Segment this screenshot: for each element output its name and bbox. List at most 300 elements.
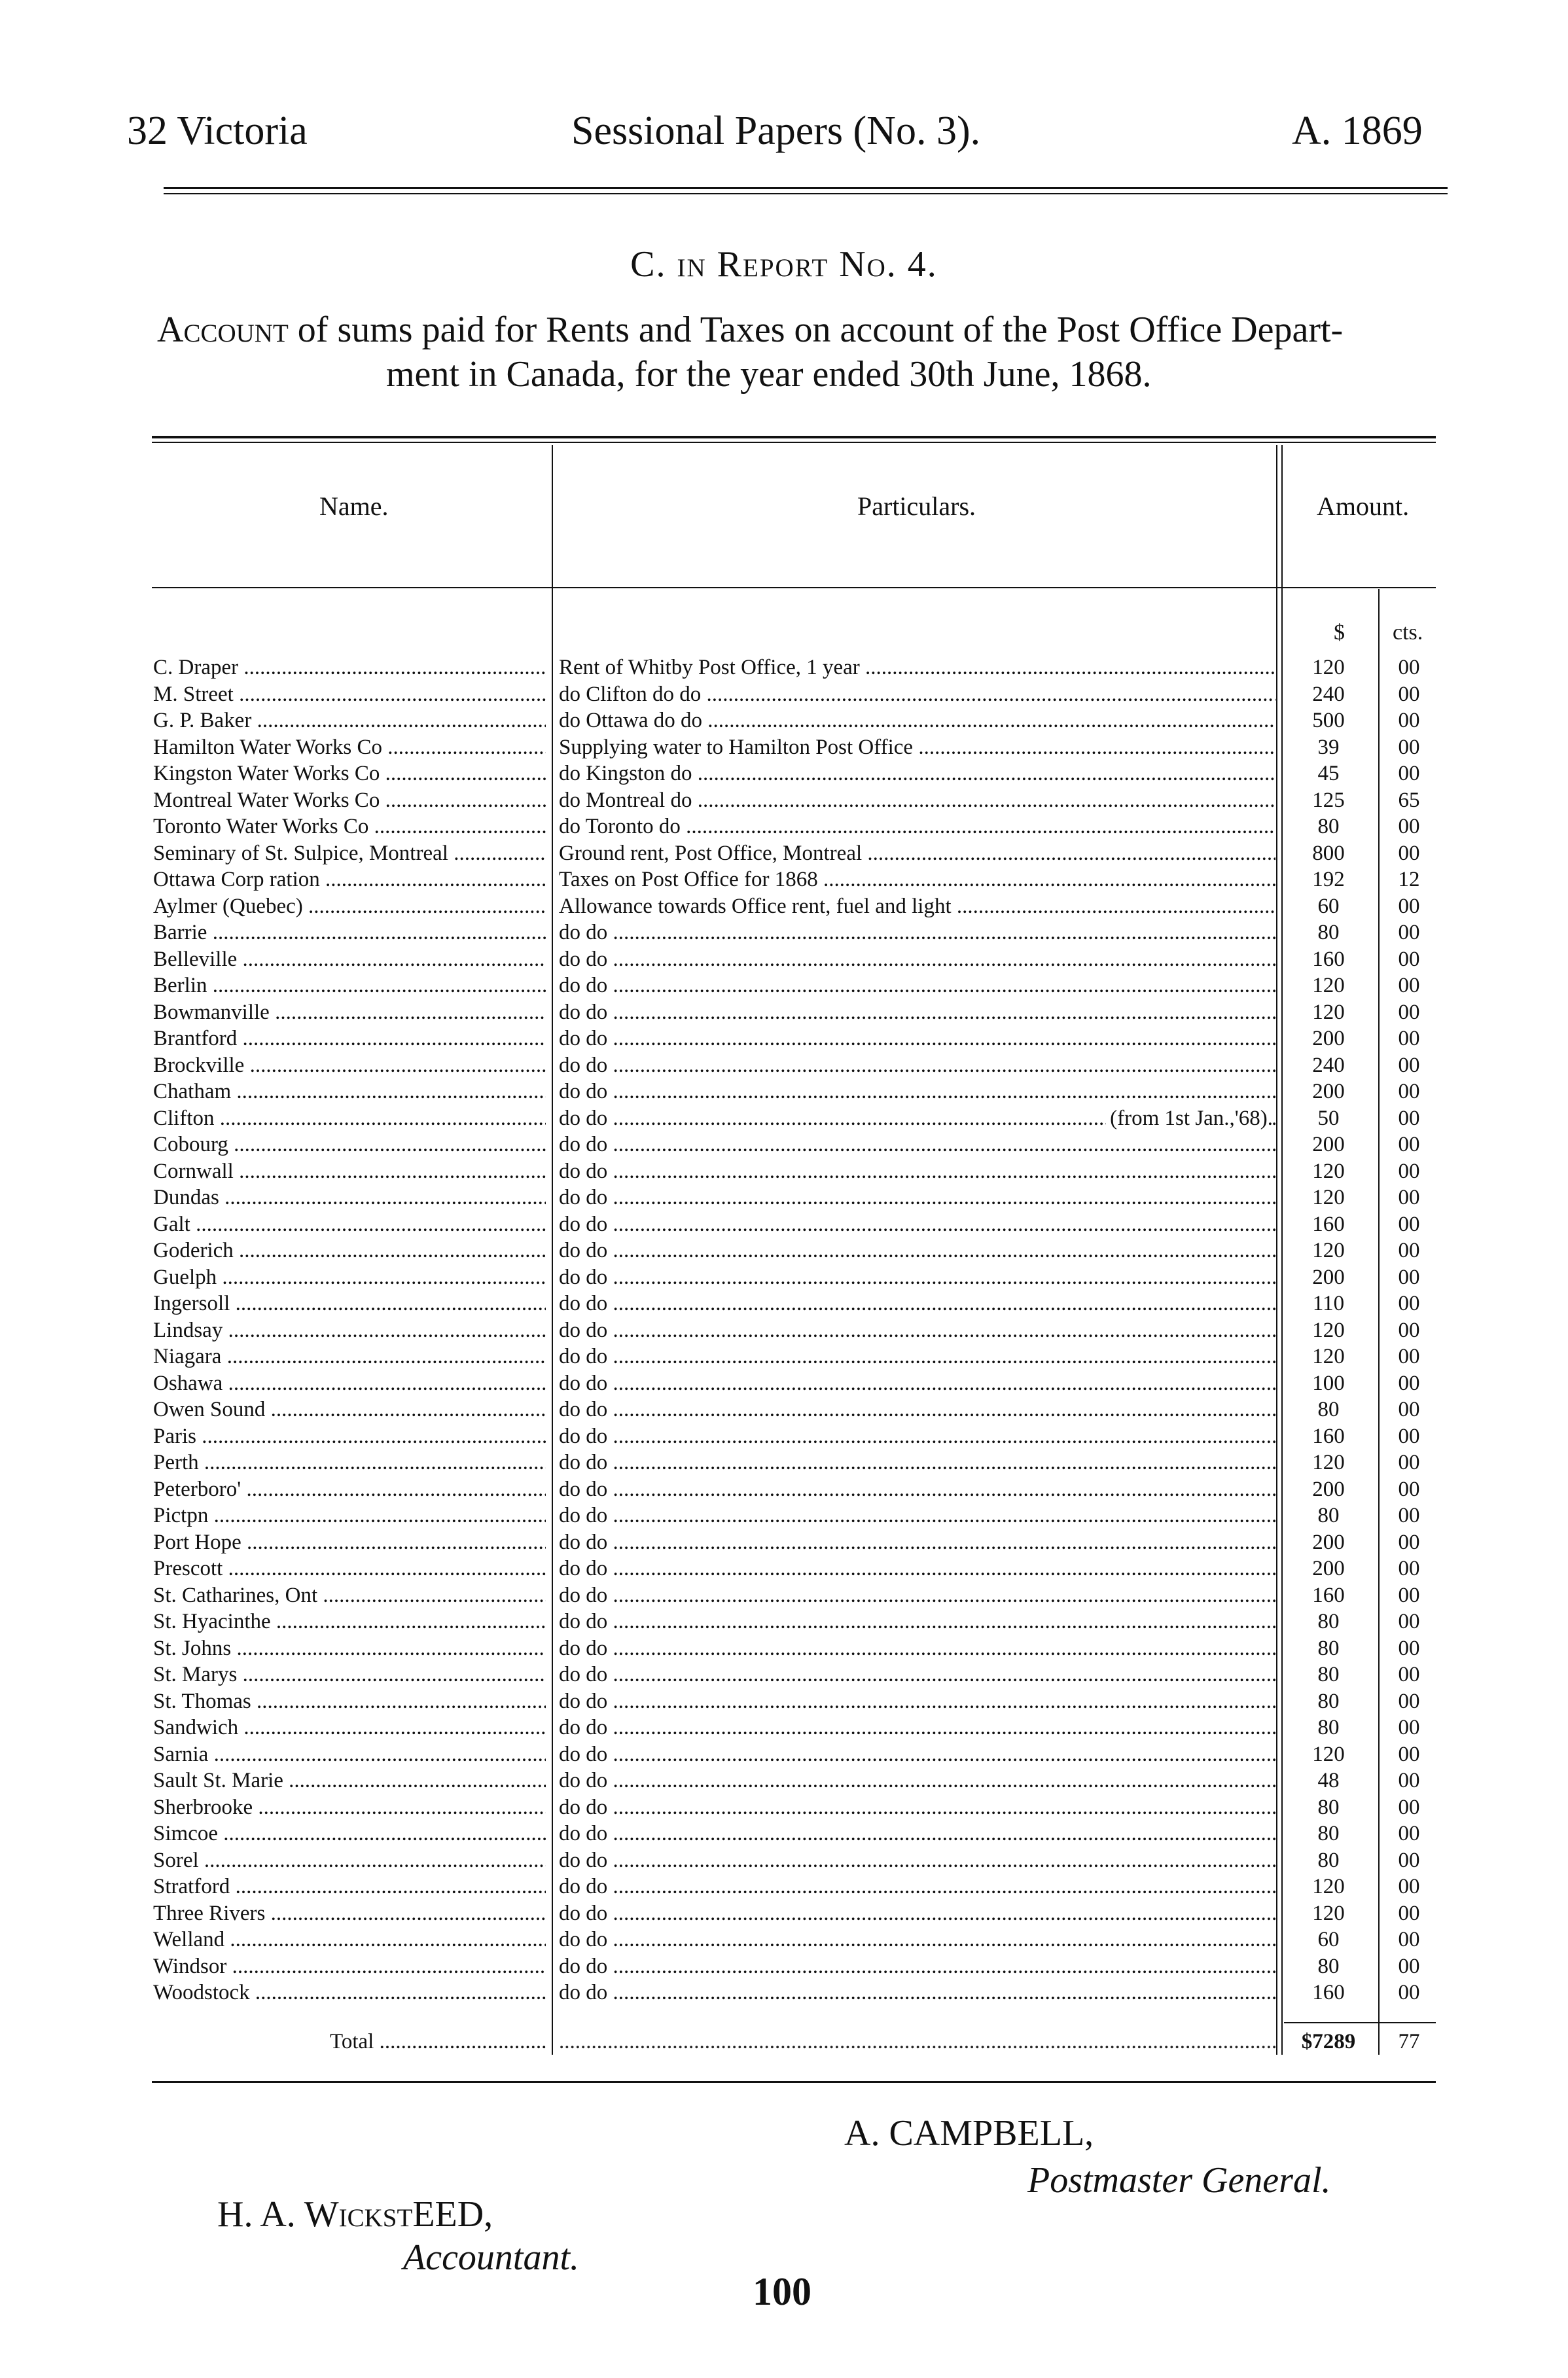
table-row xyxy=(0,1979,1568,2006)
table-row xyxy=(0,734,1568,761)
row-cents: 00 xyxy=(1398,1186,1420,1209)
row-particulars-text: Rent of Whitby Post Office, 1 year xyxy=(559,656,860,679)
row-name xyxy=(153,1608,546,1635)
row-name-text: Ingersoll xyxy=(153,1292,230,1315)
row-dollars: 240 xyxy=(1312,682,1345,706)
table-rule-top xyxy=(152,436,1436,438)
row-particulars xyxy=(559,1290,1275,1317)
row-cents: 00 xyxy=(1398,1504,1420,1527)
row-name-text: St. Catharines, Ont xyxy=(153,1583,318,1607)
row-dollars: 200 xyxy=(1312,1530,1345,1554)
row-dollars: 80 xyxy=(1317,1822,1340,1845)
row-name-text: Berlin xyxy=(153,974,207,997)
row-name xyxy=(153,1449,546,1476)
row-particulars-text: do do xyxy=(559,947,608,971)
column-subheader-dollars: $ xyxy=(1334,620,1345,645)
table-row xyxy=(0,681,1568,708)
row-name xyxy=(153,1025,546,1052)
row-name xyxy=(153,1237,546,1264)
row-dollars: 200 xyxy=(1312,1557,1345,1580)
row-cents: 65 xyxy=(1398,788,1420,812)
row-cents: 00 xyxy=(1398,1159,1420,1183)
row-dollars: 80 xyxy=(1317,1504,1340,1527)
table-row xyxy=(0,1502,1568,1529)
row-cents: 00 xyxy=(1398,1716,1420,1739)
row-particulars-text: do do xyxy=(559,921,608,944)
row-name xyxy=(153,1555,546,1582)
row-dollars: 80 xyxy=(1317,1689,1340,1713)
row-cents: 00 xyxy=(1398,1027,1420,1050)
row-dollars: 200 xyxy=(1312,1265,1345,1289)
row-particulars-text: Taxes on Post Office for 1868 xyxy=(559,868,818,891)
row-dollars: 120 xyxy=(1312,1451,1345,1474)
row-particulars xyxy=(559,654,1275,681)
row-name-text: Peterboro' xyxy=(153,1477,241,1501)
row-name-text: Chatham xyxy=(153,1080,232,1103)
table-row xyxy=(0,1529,1568,1556)
row-cents: 00 xyxy=(1398,1530,1420,1554)
row-particulars xyxy=(559,760,1275,787)
row-name xyxy=(153,760,546,787)
row-cents: 00 xyxy=(1398,1318,1420,1342)
row-particulars-text: do Toronto do xyxy=(559,815,681,838)
row-dollars: 80 xyxy=(1317,921,1340,944)
row-cents: 00 xyxy=(1398,947,1420,971)
row-cents: 00 xyxy=(1398,1080,1420,1103)
row-dollars: 120 xyxy=(1312,974,1345,997)
row-particulars xyxy=(559,1396,1275,1423)
table-row xyxy=(0,1025,1568,1052)
table-row xyxy=(0,1264,1568,1291)
row-particulars xyxy=(559,866,1275,893)
total-leader xyxy=(559,2029,1275,2055)
table-row xyxy=(0,1211,1568,1238)
row-particulars-text: do do xyxy=(559,1742,608,1766)
row-particulars xyxy=(559,1502,1275,1529)
row-name xyxy=(153,1979,546,2006)
row-dollars: 80 xyxy=(1317,1716,1340,1739)
row-particulars-text: do do xyxy=(559,1292,608,1315)
row-particulars-text: do Clifton do do xyxy=(559,682,702,706)
table-row xyxy=(0,972,1568,999)
row-name-text: Aylmer (Quebec) xyxy=(153,894,303,918)
row-name xyxy=(153,734,546,760)
row-name xyxy=(153,1476,546,1502)
header-center: Sessional Papers (No. 3). xyxy=(571,109,981,153)
row-name xyxy=(153,1820,546,1847)
signature-title-left: Accountant. xyxy=(403,2237,580,2278)
total-cents: 77 xyxy=(1398,2030,1420,2053)
title-lead: Account xyxy=(157,310,289,350)
total-rule xyxy=(1284,2022,1436,2023)
row-particulars-text: do do xyxy=(559,1822,608,1845)
row-cents: 00 xyxy=(1398,1795,1420,1819)
table-row xyxy=(0,1078,1568,1105)
signature-name-right: A. CAMPBELL, xyxy=(844,2113,1094,2154)
row-particulars-text: do do xyxy=(559,1424,608,1448)
row-cents: 00 xyxy=(1398,1742,1420,1766)
row-cents: 00 xyxy=(1398,1875,1420,1898)
row-name-text: Niagara xyxy=(153,1345,222,1368)
table-row xyxy=(0,1635,1568,1662)
column-header-amount: Amount. xyxy=(1317,491,1410,521)
row-cents: 00 xyxy=(1398,1451,1420,1474)
row-name xyxy=(153,1926,546,1953)
row-name-text: Cobourg xyxy=(153,1133,228,1156)
row-particulars xyxy=(559,1105,1275,1131)
signature-name-left: H. A. WickstEED, xyxy=(217,2194,493,2235)
row-name xyxy=(153,1317,546,1343)
row-particulars-text: Ground rent, Post Office, Montreal xyxy=(559,841,863,865)
row-particulars-text: do Kingston do xyxy=(559,762,692,785)
table-row xyxy=(0,707,1568,734)
row-cents: 00 xyxy=(1398,1663,1420,1686)
row-name-text: Seminary of St. Sulpice, Montreal xyxy=(153,841,448,865)
row-particulars xyxy=(559,1158,1275,1184)
row-particulars-text: do do xyxy=(559,1053,608,1077)
row-dollars: 110 xyxy=(1312,1292,1345,1315)
row-name xyxy=(153,1052,546,1078)
row-dollars: 120 xyxy=(1312,1901,1345,1925)
table-row xyxy=(0,893,1568,920)
row-particulars xyxy=(559,946,1275,972)
row-particulars xyxy=(559,1688,1275,1714)
row-particulars-text: do Ottawa do do xyxy=(559,709,703,732)
table-row xyxy=(0,840,1568,867)
table-row xyxy=(0,1052,1568,1079)
row-name-text: St. Hyacinthe xyxy=(153,1610,271,1633)
row-name-text: Belleville xyxy=(153,947,238,971)
row-name-text: St. Johns xyxy=(153,1636,232,1660)
table-row xyxy=(0,1555,1568,1582)
row-cents: 00 xyxy=(1398,1424,1420,1448)
table-rule-top-2 xyxy=(152,442,1436,443)
table-rule-bottom xyxy=(152,2081,1436,2083)
row-particulars xyxy=(559,1953,1275,1979)
row-name xyxy=(153,1184,546,1211)
row-name xyxy=(153,681,546,707)
row-dollars: 160 xyxy=(1312,1424,1345,1448)
row-name-text: St. Thomas xyxy=(153,1689,251,1713)
row-dollars: 120 xyxy=(1312,656,1345,679)
signature-title-right: Postmaster General. xyxy=(1027,2160,1331,2201)
table-row xyxy=(0,1343,1568,1370)
row-particulars-text: do do xyxy=(559,1610,608,1633)
title-line-2: ment in Canada, for the year ended 30th June, 1868. xyxy=(386,354,1152,395)
row-cents: 00 xyxy=(1398,1477,1420,1501)
row-cents: 00 xyxy=(1398,841,1420,865)
row-dollars: 80 xyxy=(1317,1636,1340,1660)
row-particulars-text: do do xyxy=(559,1080,608,1103)
row-dollars: 120 xyxy=(1312,1742,1345,1766)
row-cents: 00 xyxy=(1398,1981,1420,2004)
row-dollars: 45 xyxy=(1317,762,1340,785)
row-name xyxy=(153,1211,546,1237)
row-particulars-text: do do xyxy=(559,1027,608,1050)
total-row xyxy=(0,2029,1568,2055)
table-row xyxy=(0,1688,1568,1715)
row-particulars-text: Allowance towards Office rent, fuel and light xyxy=(559,894,952,918)
row-dollars: 80 xyxy=(1317,1954,1340,1978)
row-name-text: Galt xyxy=(153,1212,190,1236)
row-particulars xyxy=(559,1370,1275,1396)
row-dollars: 80 xyxy=(1317,815,1340,838)
row-name xyxy=(153,1370,546,1396)
row-particulars-text: do do xyxy=(559,1371,608,1395)
row-cents: 00 xyxy=(1398,1954,1420,1978)
table-row xyxy=(0,1105,1568,1132)
row-particulars xyxy=(559,1661,1275,1688)
row-particulars-text: do do xyxy=(559,1133,608,1156)
row-particulars-text: do do xyxy=(559,1000,608,1024)
title-line-1-text: of sums paid for Rents and Taxes on account of the Post Office Depart- xyxy=(297,310,1344,350)
row-cents: 00 xyxy=(1398,1769,1420,1792)
header-rule-bottom xyxy=(164,193,1448,194)
table-row xyxy=(0,1582,1568,1609)
table-row xyxy=(0,1476,1568,1503)
row-cents: 00 xyxy=(1398,1371,1420,1395)
row-particulars xyxy=(559,1555,1275,1582)
row-particulars-text: do do xyxy=(559,1769,608,1792)
row-name-text: Oshawa xyxy=(153,1371,223,1395)
total-label-text: Total xyxy=(330,2030,374,2053)
row-name xyxy=(153,1873,546,1900)
row-cents: 00 xyxy=(1398,974,1420,997)
row-particulars-text: do do xyxy=(559,1159,608,1183)
row-name-text: Dundas xyxy=(153,1186,219,1209)
table-row xyxy=(0,1158,1568,1185)
row-particulars xyxy=(559,1714,1275,1741)
row-particulars xyxy=(559,1211,1275,1237)
row-particulars xyxy=(559,999,1275,1025)
row-name-text: Sorel xyxy=(153,1848,199,1872)
row-particulars-text: do do xyxy=(559,1451,608,1474)
row-cents: 00 xyxy=(1398,815,1420,838)
row-particulars-text: do do xyxy=(559,1186,608,1209)
table-row xyxy=(0,1873,1568,1900)
row-particulars-text: do do xyxy=(559,1848,608,1872)
row-name-text: Owen Sound xyxy=(153,1398,266,1421)
title-line-1 xyxy=(157,309,1343,351)
row-particulars xyxy=(559,1476,1275,1502)
table-row xyxy=(0,1317,1568,1344)
row-cents: 00 xyxy=(1398,1292,1420,1315)
row-dollars: 120 xyxy=(1312,1186,1345,1209)
row-name-text: Windsor xyxy=(153,1954,227,1978)
row-name-text: Pictpn xyxy=(153,1504,209,1527)
row-particulars xyxy=(559,1423,1275,1449)
row-dollars: 240 xyxy=(1312,1053,1345,1077)
row-dollars: 80 xyxy=(1317,1663,1340,1686)
row-name xyxy=(153,866,546,893)
table-row xyxy=(0,1184,1568,1211)
row-particulars xyxy=(559,1078,1275,1105)
row-name-text: Simcoe xyxy=(153,1822,218,1845)
row-dollars: 160 xyxy=(1312,1583,1345,1607)
row-dollars: 60 xyxy=(1317,894,1340,918)
row-name-text: Brantford xyxy=(153,1027,238,1050)
table-row xyxy=(0,1608,1568,1635)
row-cents: 00 xyxy=(1398,682,1420,706)
row-cents: 00 xyxy=(1398,735,1420,759)
row-particulars-text: do do xyxy=(559,1689,608,1713)
row-particulars xyxy=(559,972,1275,999)
row-name xyxy=(153,1688,546,1714)
row-cents: 00 xyxy=(1398,656,1420,679)
row-dollars: 120 xyxy=(1312,1345,1345,1368)
row-particulars-text: do do xyxy=(559,1981,608,2004)
row-cents: 00 xyxy=(1398,1133,1420,1156)
row-name-text: Sherbrooke xyxy=(153,1795,253,1819)
row-particulars-text: do do xyxy=(559,974,608,997)
row-particulars xyxy=(559,1582,1275,1608)
row-dollars: 80 xyxy=(1317,1398,1340,1421)
row-name-text: Sandwich xyxy=(153,1716,239,1739)
row-particulars xyxy=(559,734,1275,760)
table-row xyxy=(0,1953,1568,1980)
table-row xyxy=(0,1714,1568,1741)
header-left: 32 Victoria xyxy=(127,109,308,153)
row-name-text: St. Marys xyxy=(153,1663,238,1686)
row-particulars xyxy=(559,1025,1275,1052)
row-name xyxy=(153,1343,546,1370)
row-particulars xyxy=(559,1900,1275,1926)
row-particulars xyxy=(559,1979,1275,2006)
row-dollars: 80 xyxy=(1317,1848,1340,1872)
row-name-text: Hamilton Water Works Co xyxy=(153,735,383,759)
table-row xyxy=(0,1847,1568,1874)
table-row xyxy=(0,1290,1568,1317)
row-particulars xyxy=(559,919,1275,946)
row-particulars-text: do do xyxy=(559,1239,608,1262)
row-name-text: Stratford xyxy=(153,1875,230,1898)
row-dollars: 800 xyxy=(1312,841,1345,865)
table-row xyxy=(0,1237,1568,1264)
row-name xyxy=(153,1635,546,1661)
row-particulars xyxy=(559,1184,1275,1211)
table-row xyxy=(0,1423,1568,1450)
row-dollars: 120 xyxy=(1312,1159,1345,1183)
row-dollars: 120 xyxy=(1312,1000,1345,1024)
table-row xyxy=(0,1370,1568,1397)
row-name xyxy=(153,787,546,813)
row-name xyxy=(153,972,546,999)
row-name-text: Barrie xyxy=(153,921,207,944)
row-dollars: 39 xyxy=(1317,735,1340,759)
row-dollars: 80 xyxy=(1317,1610,1340,1633)
row-name-text: C. Draper xyxy=(153,656,239,679)
row-name-text: M. Street xyxy=(153,682,234,706)
row-name-text: Three Rivers xyxy=(153,1901,266,1925)
row-cents: 00 xyxy=(1398,1557,1420,1580)
row-name xyxy=(153,1290,546,1317)
row-dollars: 120 xyxy=(1312,1318,1345,1342)
row-particulars-text: do do xyxy=(559,1106,608,1130)
row-cents: 00 xyxy=(1398,709,1420,732)
row-particulars-text: do do xyxy=(559,1875,608,1898)
row-name xyxy=(153,1661,546,1688)
row-particulars xyxy=(559,1131,1275,1158)
table-row xyxy=(0,999,1568,1026)
row-name xyxy=(153,1582,546,1608)
row-name-text: Ottawa Corp ration xyxy=(153,868,320,891)
row-cents: 00 xyxy=(1398,894,1420,918)
row-name-text: Perth xyxy=(153,1451,199,1474)
column-subheader-cents: cts. xyxy=(1393,620,1423,645)
row-dollars: 160 xyxy=(1312,1212,1345,1236)
row-cents: 00 xyxy=(1398,1212,1420,1236)
table-row xyxy=(0,813,1568,840)
row-cents: 00 xyxy=(1398,921,1420,944)
row-name xyxy=(153,1105,546,1131)
row-name-text: Lindsay xyxy=(153,1318,223,1342)
row-name-text: Port Hope xyxy=(153,1530,241,1554)
row-name xyxy=(153,1396,546,1423)
row-name xyxy=(153,1847,546,1873)
row-dollars: 125 xyxy=(1312,788,1345,812)
row-particulars xyxy=(559,1264,1275,1290)
row-particulars-text: do do xyxy=(559,1557,608,1580)
row-name-text: Bowmanville xyxy=(153,1000,270,1024)
row-particulars xyxy=(559,681,1275,707)
row-name xyxy=(153,654,546,681)
row-particulars xyxy=(559,1847,1275,1873)
table-row xyxy=(0,1131,1568,1158)
row-particulars xyxy=(559,1052,1275,1078)
row-particulars-text: do do xyxy=(559,1901,608,1925)
row-name xyxy=(153,1131,546,1158)
row-cents: 00 xyxy=(1398,1053,1420,1077)
row-particulars xyxy=(559,1529,1275,1555)
row-cents: 00 xyxy=(1398,1848,1420,1872)
row-particulars xyxy=(559,813,1275,840)
table-row xyxy=(0,1794,1568,1821)
row-name-text: Woodstock xyxy=(153,1981,250,2004)
table-header-rule xyxy=(152,587,1436,588)
row-name xyxy=(153,1714,546,1741)
row-name xyxy=(153,840,546,866)
row-name-text: Paris xyxy=(153,1424,196,1448)
row-name-text: Brockville xyxy=(153,1053,245,1077)
table-row xyxy=(0,1396,1568,1423)
row-particulars-text: do do xyxy=(559,1504,608,1527)
row-name xyxy=(153,1078,546,1105)
row-name xyxy=(153,1741,546,1767)
row-particulars-text: do do xyxy=(559,1318,608,1342)
row-dollars: 48 xyxy=(1317,1769,1340,1792)
row-name xyxy=(153,1794,546,1820)
row-name xyxy=(153,1767,546,1794)
table-row xyxy=(0,760,1568,787)
row-particulars xyxy=(559,1794,1275,1820)
header-right: A. 1869 xyxy=(1292,109,1423,153)
row-particulars xyxy=(559,1343,1275,1370)
row-name xyxy=(153,1953,546,1979)
row-name xyxy=(153,1900,546,1926)
row-dollars: 120 xyxy=(1312,1239,1345,1262)
row-name-text: Guelph xyxy=(153,1265,217,1289)
row-particulars xyxy=(559,840,1275,866)
row-name-text: Prescott xyxy=(153,1557,223,1580)
row-name-text: Goderich xyxy=(153,1239,234,1262)
row-particulars-text: do do xyxy=(559,1928,608,1951)
row-cents: 00 xyxy=(1398,1689,1420,1713)
row-particulars-text: do do xyxy=(559,1795,608,1819)
row-dollars: 120 xyxy=(1312,1875,1345,1898)
row-cents: 00 xyxy=(1398,1901,1420,1925)
row-particulars-text: do do xyxy=(559,1636,608,1660)
row-particulars xyxy=(559,1317,1275,1343)
